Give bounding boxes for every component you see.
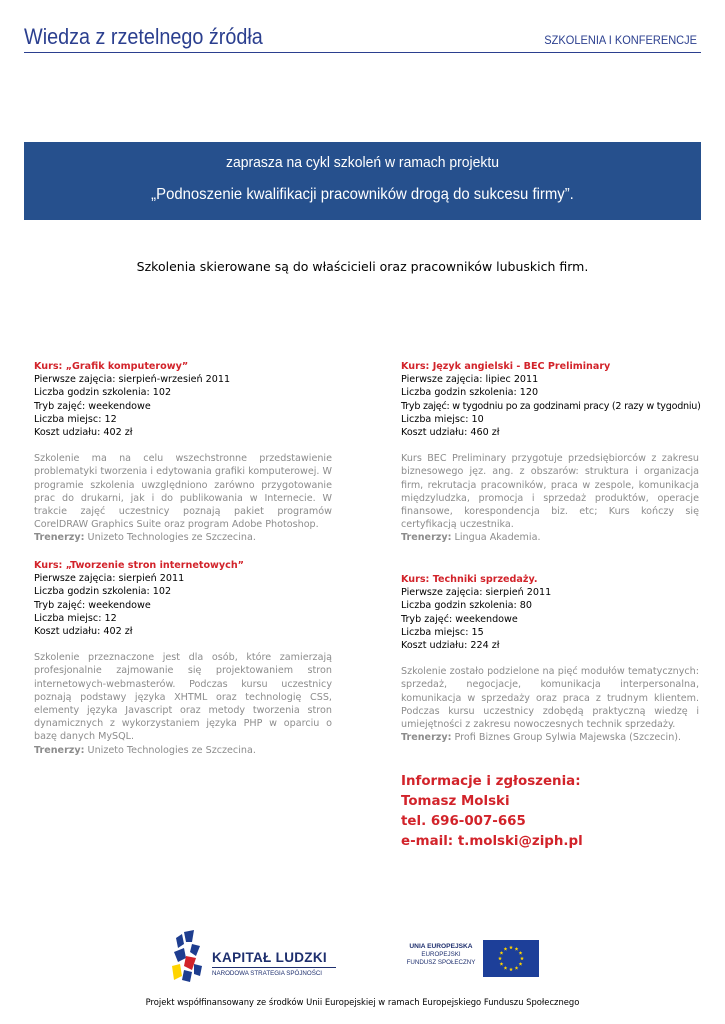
kapital-ludzki-subtitle: NARODOWA STRATEGIA SPÓJNOŚCI [212, 970, 323, 977]
header-tagline: SZKOLENIA I KONFERENCJE [544, 33, 697, 47]
course-hours: Liczba godzin szkolenia: 102 [34, 387, 172, 399]
course-first-class: Pierwsze zajęcia: sierpień-wrzesień 2011 [34, 374, 231, 386]
eu-line1: UNIA EUROPEJSKA [409, 943, 473, 950]
kapital-ludzki-divider [212, 967, 336, 968]
course-title: Kurs: Język angielski - BEC Preliminary [401, 361, 611, 372]
course-first-class: Pierwsze zajęcia: lipiec 2011 [401, 374, 539, 386]
course-trainers [401, 731, 699, 744]
kapital-ludzki-emblem-icon [170, 928, 204, 986]
eu-line3: FUNDUSZ SPOŁECZNY [406, 959, 476, 967]
trainers-label: Trenerzy: [401, 532, 452, 544]
course-first-class: Pierwsze zajęcia: sierpień 2011 [34, 573, 185, 585]
course-cost: Koszt udziału: 460 zł [401, 427, 500, 439]
course-description: Szkolenie zostało podzielone na pięć modułów tematycznych: sprzedaż, negocjacje, komunikacja interpersonalna, komunikacja w sprzedaży oraz praca z trudnym klientem. Podczas kursu uczestnicy zdobędą praktyczną wiedzę i umiejętności z zakresu nowoczesnych technik sprzedaży. [401, 666, 699, 731]
eu-flag-icon [483, 940, 539, 977]
course-seats: Liczba miejsc: 12 [34, 612, 117, 624]
course-hours: Liczba godzin szkolenia: 102 [34, 586, 172, 598]
course-description: Szkolenie ma na celu wszechstronne przedstawienie problematyki tworzenia i edytowania grafiki komputerowej. W programie szkolenia uwzględniono zarówno przygotowanie prac do drukarni, jak i do publikowania w Internecie. W trakcie zajęć uczestnicy poznają pakiet programów CorelDRAW Graphics Suite oraz program Adobe Photoshop. [34, 453, 332, 531]
trainers-value: Unizeto Technologies ze Szczecina. [87, 532, 256, 544]
course-hours: Liczba godzin szkolenia: 80 [401, 600, 533, 612]
trainers-value: Profi Biznes Group Sylwia Majewska (Szczecin). [454, 732, 682, 744]
course-mode: Tryb zajęć: weekendowe [34, 599, 151, 611]
trainers-value: Lingua Akademia. [454, 532, 541, 544]
course-title: Kurs: „Grafik komputerowy” [34, 361, 189, 372]
course-cost: Koszt udziału: 402 zł [34, 626, 133, 638]
trainers-value: Unizeto Technologies ze Szczecina. [87, 744, 256, 756]
course-mode: Tryb zajęć: weekendowe [34, 400, 151, 412]
invitation-banner [24, 142, 701, 220]
course-cost: Koszt udziału: 224 zł [401, 640, 500, 652]
eu-text [404, 943, 478, 968]
trainers-label: Trenerzy: [34, 744, 85, 756]
course-trainers [34, 744, 332, 757]
course-block-web-pages [34, 559, 332, 757]
banner-project-name: „Podnoszenie kwalifikacji pracowników drogą do sukcesu firmy”. [151, 186, 574, 203]
funding-note: Projekt współfinansowany ze środków Unii Europejskiej w ramach Europejskiego Funduszu Społecznego [145, 997, 580, 1007]
course-seats: Liczba miejsc: 10 [401, 413, 484, 425]
course-hours: Liczba godzin szkolenia: 120 [401, 387, 539, 399]
audience-statement: Szkolenia skierowane są do właścicieli oraz pracowników lubuskich firm. [136, 259, 589, 274]
course-trainers [34, 531, 332, 544]
contact-heading: Informacje i zgłoszenia: [401, 774, 581, 789]
course-block-sales-techniques [401, 573, 699, 744]
banner-intro: zaprasza na cykl szkoleń w ramach projektu [226, 154, 499, 171]
contact-phone[interactable]: tel. 696-007-665 [401, 814, 526, 829]
course-mode: Tryb zajęć: weekendowe [401, 613, 518, 625]
eu-line2: EUROPEJSKI [421, 951, 461, 959]
course-first-class: Pierwsze zajęcia: sierpień 2011 [401, 587, 552, 599]
course-block-english-bec [401, 360, 699, 545]
course-seats: Liczba miejsc: 12 [34, 413, 117, 425]
header-divider [24, 52, 701, 53]
contact-name: Tomasz Molski [401, 794, 510, 809]
contact-block [401, 772, 583, 852]
course-mode: Tryb zajęć: w tygodniu po za godzinami pracy (2 razy w tygodniu) [401, 400, 701, 412]
course-seats: Liczba miejsc: 15 [401, 626, 484, 638]
course-cost: Koszt udziału: 402 zł [34, 427, 133, 439]
trainers-label: Trenerzy: [34, 532, 85, 544]
course-trainers [401, 531, 699, 544]
course-description: Kurs BEC Preliminary przygotuje przedsiębiorców z zakresu biznesowego jęz. ang. z obszarów: struktura i organizacja firm, rekrutacja pracowników, praca w zespole, komunikacja międzyludzka, promocja i sprzedaż produktów, operacje finansowe, korespondencja biz. etc; Kurs kończy się certyfikacją uczestnika. [401, 453, 699, 531]
kapital-ludzki-name: KAPITAŁ LUDZKI [212, 950, 327, 965]
header-title: Wiedza z rzetelnego źródła [24, 24, 263, 49]
kapital-ludzki-logo [170, 928, 340, 986]
course-title: Kurs: „Tworzenie stron internetowych” [34, 560, 244, 571]
course-block-graphic-designer [34, 360, 332, 545]
contact-email[interactable]: e-mail: t.molski@ziph.pl [401, 834, 583, 849]
course-title: Kurs: Techniki sprzedaży. [401, 574, 538, 585]
trainers-label: Trenerzy: [401, 732, 452, 744]
course-description: Szkolenie przeznaczone jest dla osób, które zamierzają profesjonalnie zajmowanie się projektowaniem stron internetowych-webmasterów. Podczas kursu uczestnicy poznają podstawy języka XHTML oraz technologię CSS, elementy języka Javascript oraz metody tworzenia stron dynamicznych z wykorzystaniem języka PHP w oparciu o bazę danych MySQL. [34, 652, 332, 743]
eu-social-fund-logo [404, 938, 540, 980]
